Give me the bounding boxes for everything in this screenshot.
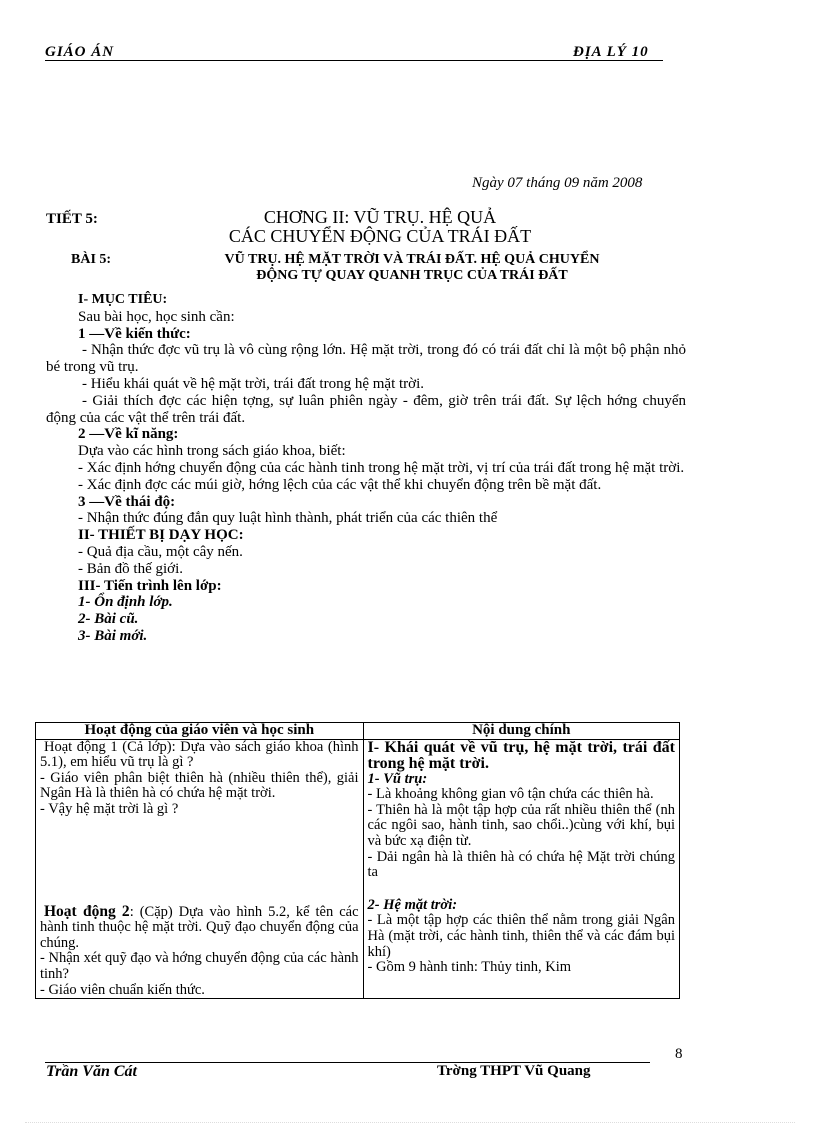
content-heading-1: I- Khái quát về vũ trụ, hệ mặt trời, trái đất trong hệ mặt trời. xyxy=(367,738,675,772)
step-1: 1- Ổn định lớp. xyxy=(78,594,173,611)
activity-2-label: Hoạt động 2 xyxy=(44,902,130,920)
table-header-activities: Hoạt động của giáo viên và học sinh xyxy=(36,723,364,740)
activity-1-note: - Giáo viên phân biệt thiên hà (nhiều thiên thể), giải Ngân Hà là thiên hà có chứa hệ mặt trời. xyxy=(40,769,359,802)
footer-author: Trần Văn Cát xyxy=(46,1063,137,1080)
table-header-row xyxy=(36,723,680,740)
content-solar-2: - Gồm 9 hành tinh: Thủy tinh, Kim xyxy=(367,959,572,976)
lesson-period: TIẾT 5: xyxy=(46,211,98,227)
page-number: 8 xyxy=(675,1046,683,1062)
chapter-title-line-1: CHƠNG II: VŨ TRỤ. HỆ QUẢ xyxy=(263,207,497,227)
activity-2-question: - Nhận xét quỹ đạo và hớng chuyển động của các hành tinh? xyxy=(40,950,359,982)
knowledge-item-1: - Nhận thức đợc vũ trụ là vô cùng rộng lớn. Hệ mặt trời, trong đó có trái đất chỉ là một bộ phận nhỏ bé trong vũ trụ. xyxy=(46,342,686,376)
activity-1: Hoạt động 1 (Cả lớp): Dựa vào sách giáo khoa (hình 5.1), em hiểu vũ trụ là gì ? xyxy=(40,738,359,771)
table-row xyxy=(36,739,680,999)
knowledge-heading: 1 —Về kiến thức: xyxy=(78,325,191,342)
content-solar-1: - Là một tập hợp các thiên thể nằm trong giải Ngân Hà (mặt trời, các hành tinh, thiên thể và các đám bụi khí) xyxy=(367,912,675,960)
header-left: GIÁO ÁN xyxy=(45,44,115,60)
section-objectives-heading: I- MỤC TIÊU: xyxy=(78,292,168,307)
lesson-label: BÀI 5: xyxy=(71,252,112,267)
lesson-table xyxy=(35,722,680,999)
skills-item-1: - Xác định hớng chuyển động của các hành tinh trong hệ mặt trời, vị trí của trái đất trong hệ mặt trời. xyxy=(78,459,685,476)
content-universe-1: - Là khoảng không gian vô tận chứa các thiên hà. xyxy=(367,786,654,803)
knowledge-item-3: - Giải thích đợc các hiện tợng, sự luân phiên ngày - đêm, giờ trên trái đất. Sự lệch hớng chuyển động của các vật thể trên trái đất. xyxy=(46,392,686,426)
attitude-heading: 3 —Về thái độ: xyxy=(78,493,176,510)
procedure-heading: III- Tiến trình lên lớp: xyxy=(78,577,222,594)
objectives-intro: Sau bài học, học sinh cần: xyxy=(78,308,235,325)
activity-2-text: : (Cặp) Dựa vào hình 5.2, kể tên các hành tinh thuộc hệ mặt trời. Quỹ đạo chuyển động của chúng. xyxy=(40,903,359,951)
content-universe-3: - Dải ngân hà là thiên hà có chứa hệ Mặt trời chúng ta xyxy=(367,848,675,881)
lesson-title-line-2: ĐỘNG TỰ QUAY QUANH TRỤC CỦA TRÁI ĐẤT xyxy=(256,268,568,283)
activities-cell xyxy=(36,739,364,999)
content-universe-2: - Thiên hà là một tập hợp của rất nhiều thiên thể (nh các ngôi sao, hành tinh, sao chổi..)cùng với khí, bụi và bức xạ điện từ. xyxy=(367,801,675,849)
activity-2 xyxy=(40,904,359,952)
knowledge-item-2: - Hiểu khái quát về hệ mặt trời, trái đất trong hệ mặt trời. xyxy=(82,375,425,392)
equipment-item-2: - Bản đồ thế giới. xyxy=(78,560,183,577)
header-divider xyxy=(45,60,663,61)
lesson-body xyxy=(46,292,686,645)
equipment-heading: II- THIẾT BỊ DẠY HỌC: xyxy=(78,527,244,544)
lesson-title-line-1: VŨ TRỤ. HỆ MẶT TRỜI VÀ TRÁI ĐẤT. HỆ QUẢ CHUYỂN xyxy=(224,252,600,267)
step-2: 2- Bài cũ. xyxy=(78,611,139,628)
chapter-title-line-2: CÁC CHUYỂN ĐỘNG CỦA TRÁI ĐẤT xyxy=(228,226,532,246)
footer-school: Trờng THPT Vũ Quang xyxy=(437,1063,591,1079)
header-right: ĐỊA LÝ 10 xyxy=(573,44,649,60)
equipment-item-1: - Quả địa cầu, một cây nến. xyxy=(78,543,243,560)
skills-heading: 2 —Về kĩ năng: xyxy=(78,426,179,443)
skills-intro: Dựa vào các hình trong sách giáo khoa, biết: xyxy=(78,443,346,460)
content-cell xyxy=(363,739,679,999)
lesson-title xyxy=(162,252,662,284)
chapter-title xyxy=(140,208,620,246)
content-subheading-solar-system: 2- Hệ mặt trời: xyxy=(367,896,458,913)
date-line: Ngày 07 tháng 09 năm 2008 xyxy=(472,175,643,191)
skills-item-2: - Xác định đợc các múi giờ, hớng lệch của các vật thể khi chuyển động trên bề mặt đất. xyxy=(78,476,602,493)
attitude-item-1: - Nhận thức đúng đắn quy luật hình thành, phát triển của các thiên thể xyxy=(78,510,498,527)
content-subheading-universe: 1- Vũ trụ: xyxy=(367,770,428,787)
step-3: 3- Bài mới. xyxy=(78,627,148,644)
table-header-content: Nội dung chính xyxy=(363,723,679,740)
activity-1-question: - Vậy hệ mặt trời là gì ? xyxy=(40,800,179,817)
activity-2-note: - Giáo viên chuẩn kiến thức. xyxy=(40,981,205,998)
